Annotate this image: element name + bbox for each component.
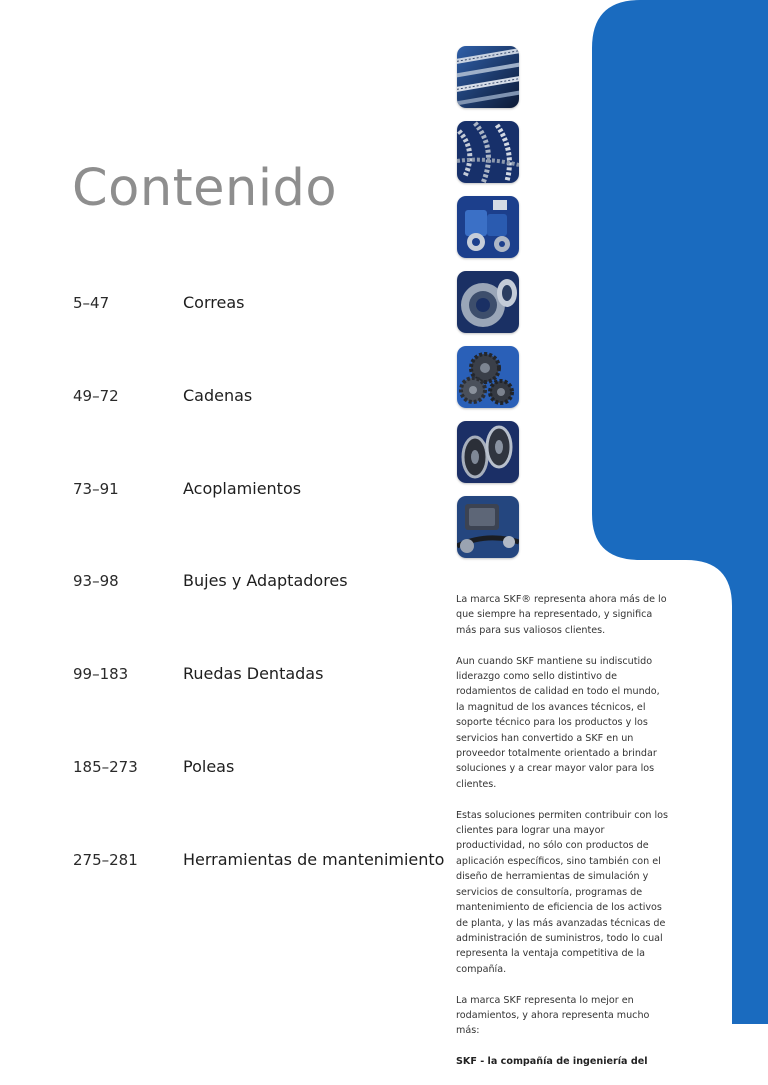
toc-section-title: Herramientas de mantenimiento	[183, 850, 445, 869]
toc-page-range: 5–47	[73, 294, 110, 312]
chains-photo-icon[interactable]	[457, 121, 519, 183]
toc-page-range: 73–91	[73, 480, 119, 498]
toc-section-title: Bujes y Adaptadores	[183, 571, 348, 590]
toc-section-title: Correas	[183, 293, 245, 312]
toc-row-acoplamientos[interactable]	[73, 477, 443, 501]
sprockets-photo-icon[interactable]	[457, 346, 519, 408]
intro-paragraph: Aun cuando SKF mantiene su indiscutido liderazgo como sello distintivo de rodamientos de calidad en todo el mundo, la magnitud de los avances técnicos, el soporte técnico para los productos y los servicios han convertido a SKF en un proveedor totalmente orientado a brindar soluciones y a crear mayor valor para los clientes.	[456, 655, 660, 790]
intro-paragraph-bold: SKF - la compañía de ingeniería del	[456, 1056, 648, 1068]
toc-row-ruedas[interactable]	[73, 662, 443, 686]
intro-text	[456, 592, 671, 1085]
toc-page-range: 49–72	[73, 387, 119, 405]
intro-paragraph: Estas soluciones permiten contribuir con los clientes para lograr una mayor productividad, no sólo con productos de aplicación específicos, sino también con el diseño de herramientas de simulación y servicios de consultoría, programas de mantenimiento de eficiencia de los activos de planta, y las más avanzadas técnicas de administración de suministros, todo lo cual representa la ventaja competitiva de la compañía.	[456, 809, 669, 975]
couplings-photo-icon[interactable]	[457, 196, 519, 258]
toc-section-title: Acoplamientos	[183, 479, 302, 498]
belts-photo-icon[interactable]	[457, 46, 519, 108]
toc-row-herramientas[interactable]	[73, 848, 443, 872]
toc-row-correas[interactable]	[73, 291, 443, 315]
toc-section-title: Cadenas	[183, 386, 253, 405]
toc-page-range: 93–98	[73, 572, 119, 590]
toc-row-bujes[interactable]	[73, 569, 443, 593]
page-title: Contenido	[72, 159, 338, 218]
bushings-photo-icon[interactable]	[457, 271, 519, 333]
toc-section-title: Ruedas Dentadas	[183, 664, 324, 683]
intro-paragraph: La marca SKF representa lo mejor en rodamientos, y ahora representa mucho más:	[456, 994, 650, 1037]
toc-page-range: 185–273	[73, 758, 138, 776]
toc-row-poleas[interactable]	[73, 755, 443, 779]
toc-page-range: 275–281	[73, 851, 138, 869]
pulleys-photo-icon[interactable]	[457, 421, 519, 483]
intro-paragraph: La marca SKF® representa ahora más de lo que siempre ha representado, y significa más para sus valiosos clientes.	[456, 594, 667, 636]
toc-row-cadenas[interactable]	[73, 384, 443, 408]
maintenance-tools-photo-icon[interactable]	[457, 496, 519, 558]
toc-page-range: 99–183	[73, 665, 129, 683]
toc-section-title: Poleas	[183, 757, 235, 776]
